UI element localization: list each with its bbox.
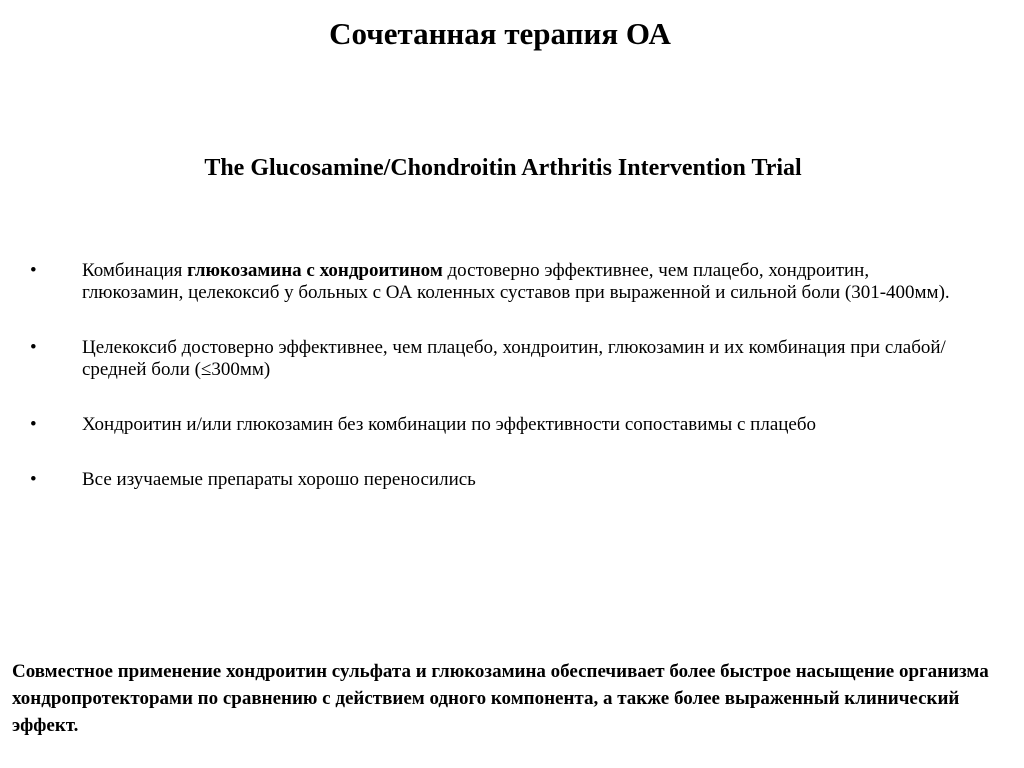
bullet-text: Хондроитин и/или глюкозамин без комбинации по эффективности сопоставимы с плацебо bbox=[82, 414, 817, 435]
bullet-item bbox=[0, 414, 1024, 436]
bullet-icon: • bbox=[30, 414, 37, 435]
conclusion-text: Совместное применение хондроитин сульфата и глюкозамина обеспечивает более быстрое насыщение организма хондропротекторами по сравнению с действием одного компонента, а также более выраженный клинический эффект. bbox=[12, 661, 989, 736]
bullet-text: Все изучаемые препараты хорошо переносились bbox=[82, 469, 476, 490]
bullet-text bbox=[82, 260, 950, 303]
bullet-item bbox=[0, 469, 1024, 491]
bullet-icon: • bbox=[30, 260, 37, 281]
bullet-text-post: достоверно эффективнее, чем плацебо, хондроитин, глюкозамин, целекоксиб у больных с ОА коленных суставов при выраженной и сильной боли (301-400мм). bbox=[82, 260, 950, 303]
bullet-text-pre: Комбинация bbox=[82, 260, 188, 281]
bullet-text: Целекоксиб достоверно эффективнее, чем плацебо, хондроитин, глюкозамин и их комбинация при слабой/средней боли (≤300мм) bbox=[82, 337, 946, 380]
slide-title: Сочетанная терапия ОА bbox=[329, 16, 671, 51]
bullet-list bbox=[0, 260, 1024, 524]
slide-subtitle: The Glucosamine/Chondroitin Arthritis Intervention Trial bbox=[204, 155, 802, 181]
bullet-icon: • bbox=[30, 469, 37, 490]
bullet-item bbox=[0, 337, 1024, 381]
bullet-icon: • bbox=[30, 337, 37, 358]
bullet-text-bold: глюкозамина с хондроитином bbox=[187, 260, 443, 281]
bullet-item bbox=[0, 260, 1024, 304]
